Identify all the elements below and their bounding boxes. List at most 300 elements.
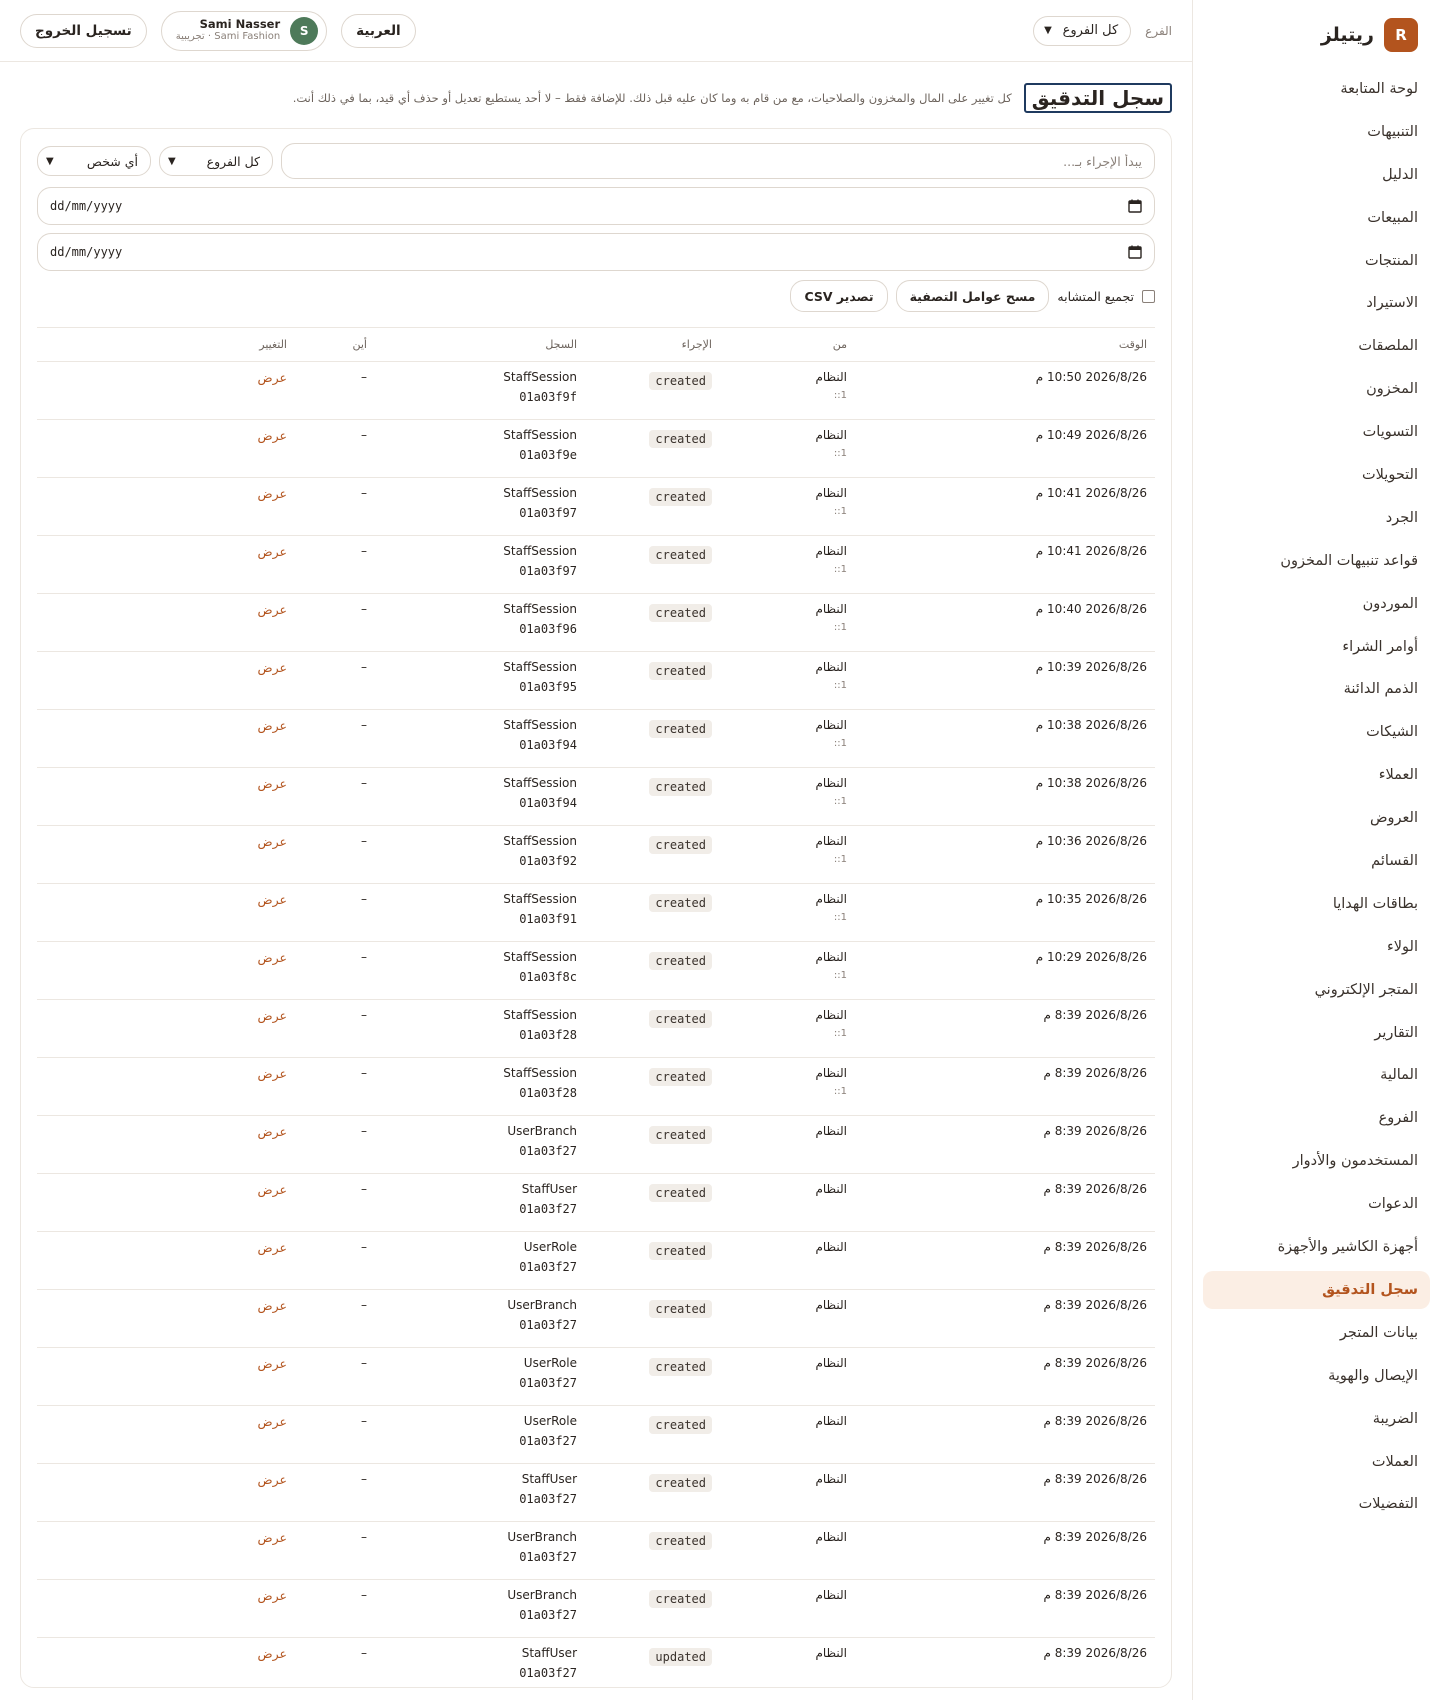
actor-ip: ::1 — [833, 390, 847, 401]
column-header-where: أين — [295, 328, 375, 362]
sidebar-item-catalog[interactable] — [1203, 156, 1430, 194]
time-value: 2026/8/26 10:50 م — [1035, 370, 1147, 384]
cell-where — [295, 710, 375, 768]
sidebar-item-label: العملات — [1371, 1453, 1418, 1470]
action-badge: created — [649, 952, 712, 970]
view-change-link[interactable]: عرض — [257, 1646, 287, 1661]
view-change-link[interactable]: عرض — [257, 834, 287, 849]
sidebar-item-label: سجل التدقيق — [1322, 1281, 1418, 1298]
sidebar-item-label: العملاء — [1378, 767, 1418, 784]
view-change-link[interactable]: عرض — [257, 428, 287, 443]
table-row — [37, 420, 1155, 478]
export-csv-button[interactable]: تصدير CSV — [790, 280, 887, 312]
cell-where — [295, 1580, 375, 1638]
cell-actor — [720, 1232, 855, 1290]
cell-change — [37, 1638, 295, 1689]
sidebar-item-products[interactable] — [1203, 242, 1430, 280]
table-row — [37, 362, 1155, 420]
chevron-down-icon: ▼ — [1044, 25, 1052, 36]
actor-ip: ::1 — [833, 796, 847, 807]
view-change-link[interactable]: عرض — [257, 1298, 287, 1313]
view-change-link[interactable]: عرض — [257, 950, 287, 965]
cell-record — [375, 826, 585, 884]
sidebar-item-stocktake[interactable] — [1203, 499, 1430, 537]
action-badge: created — [649, 778, 712, 796]
actor-name: النظام — [815, 892, 847, 906]
cell-action — [585, 1116, 720, 1174]
where-value: – — [361, 1066, 367, 1080]
column-header-record: السجل — [375, 328, 585, 362]
actor-name: النظام — [815, 1356, 847, 1370]
action-badge: created — [649, 488, 712, 506]
user-name: Sami Nasser — [199, 16, 281, 31]
record-type: StaffSession — [503, 892, 577, 906]
sidebar-item-stock-alert-rules[interactable] — [1203, 542, 1430, 580]
cell-action — [585, 1580, 720, 1638]
person-filter-value: أي شخص — [86, 153, 138, 169]
audit-table — [37, 327, 1155, 1688]
sidebar-item-label: المنتجات — [1364, 252, 1418, 269]
sidebar-item-coupons[interactable] — [1203, 842, 1430, 880]
actor-name: النظام — [815, 1414, 847, 1428]
cell-record — [375, 1116, 585, 1174]
actor-name: النظام — [815, 1008, 847, 1022]
actor-name: النظام — [815, 544, 847, 558]
cell-change — [37, 420, 295, 478]
cell-time — [855, 826, 1155, 884]
group-similar-checkbox[interactable] — [1142, 290, 1155, 303]
cell-record — [375, 1638, 585, 1689]
cell-time — [855, 478, 1155, 536]
record-type: UserBranch — [507, 1588, 577, 1602]
action-badge: created — [649, 1416, 712, 1434]
avatar: S — [290, 17, 318, 45]
actor-name: النظام — [815, 1588, 847, 1602]
actor-name: النظام — [815, 776, 847, 790]
sidebar-item-customers[interactable] — [1203, 756, 1430, 794]
sidebar-item-dashboard[interactable] — [1203, 70, 1430, 108]
branch-select[interactable] — [1033, 16, 1131, 46]
record-id: 01a03f27 — [519, 1318, 577, 1332]
cell-action — [585, 1638, 720, 1689]
view-change-link[interactable]: عرض — [257, 544, 287, 559]
where-value: – — [361, 1298, 367, 1312]
time-value: 2026/8/26 8:39 م — [1043, 1588, 1147, 1602]
action-badge: created — [649, 1300, 712, 1318]
sidebar-item-label: المخزون — [1366, 381, 1418, 398]
action-badge: updated — [649, 1648, 712, 1666]
cell-actor — [720, 1638, 855, 1689]
where-value: – — [361, 1008, 367, 1022]
group-similar-toggle[interactable] — [1057, 289, 1155, 304]
cell-record — [375, 710, 585, 768]
cell-where — [295, 1116, 375, 1174]
actor-ip: ::1 — [833, 564, 847, 575]
cell-time — [855, 1348, 1155, 1406]
cell-change — [37, 362, 295, 420]
cell-where — [295, 478, 375, 536]
where-value: – — [361, 718, 367, 732]
cell-action — [585, 362, 720, 420]
action-badge: created — [649, 836, 712, 854]
sidebar-item-sales[interactable] — [1203, 199, 1430, 237]
cell-record — [375, 536, 585, 594]
actor-name: النظام — [815, 950, 847, 964]
sidebar-item-label: التسويات — [1362, 424, 1418, 441]
sidebar-item-reports[interactable] — [1203, 1014, 1430, 1052]
cell-time — [855, 942, 1155, 1000]
branch-select-value: كل الفروع — [1062, 23, 1119, 38]
cell-time — [855, 884, 1155, 942]
actor-name: النظام — [815, 1182, 847, 1196]
cell-where — [295, 1348, 375, 1406]
where-value: – — [361, 1182, 367, 1196]
sidebar-item-preferences[interactable] — [1203, 1485, 1430, 1523]
record-type: StaffSession — [503, 544, 577, 558]
sidebar-item-label: الجرد — [1385, 509, 1418, 526]
sidebar-item-label: المستخدمون والأدوار — [1292, 1153, 1418, 1170]
calendar-icon[interactable] — [1128, 199, 1142, 213]
cell-record — [375, 1348, 585, 1406]
sidebar-item-invitations[interactable] — [1203, 1185, 1430, 1223]
sidebar-item-import[interactable] — [1203, 284, 1430, 322]
cell-action — [585, 1174, 720, 1232]
cell-record — [375, 1464, 585, 1522]
sidebar-item-label: المتجر الإلكتروني — [1314, 981, 1418, 998]
filters-row — [37, 143, 1155, 179]
cell-action — [585, 1000, 720, 1058]
time-value: 2026/8/26 8:39 م — [1043, 1124, 1147, 1138]
date-to-field[interactable] — [37, 233, 1155, 271]
table-row — [37, 1000, 1155, 1058]
view-change-link[interactable]: عرض — [257, 1008, 287, 1023]
cell-record — [375, 594, 585, 652]
cell-action — [585, 1406, 720, 1464]
view-change-link[interactable]: عرض — [257, 1588, 287, 1603]
cell-change — [37, 1580, 295, 1638]
time-value: 2026/8/26 10:39 م — [1035, 660, 1147, 674]
table-row — [37, 594, 1155, 652]
user-menu[interactable] — [161, 11, 327, 51]
action-badge: created — [649, 720, 712, 738]
sidebar-item-label: التقارير — [1374, 1024, 1418, 1041]
cell-actor — [720, 594, 855, 652]
cell-where — [295, 1000, 375, 1058]
brand[interactable] — [1193, 0, 1440, 70]
cell-where — [295, 1232, 375, 1290]
cell-change — [37, 1000, 295, 1058]
record-id: 01a03f27 — [519, 1666, 577, 1680]
branch-switcher — [1033, 16, 1172, 46]
sidebar-item-label: العروض — [1370, 810, 1418, 827]
sidebar-item-label: أجهزة الكاشير والأجهزة — [1277, 1239, 1418, 1256]
cell-actor — [720, 884, 855, 942]
cell-actor — [720, 1522, 855, 1580]
actor-ip: ::1 — [833, 738, 847, 749]
time-value: 2026/8/26 8:39 م — [1043, 1008, 1147, 1022]
page-header — [20, 82, 1172, 114]
record-id: 01a03f97 — [519, 564, 577, 578]
table-row — [37, 1174, 1155, 1232]
where-value: – — [361, 544, 367, 558]
cell-time — [855, 1522, 1155, 1580]
date-from-field[interactable] — [37, 187, 1155, 225]
cell-action — [585, 1232, 720, 1290]
sidebar-item-label: الذمم الدائنة — [1343, 681, 1418, 698]
sidebar-item-users-roles[interactable] — [1203, 1142, 1430, 1180]
sidebar-item-suppliers[interactable] — [1203, 585, 1430, 623]
action-badge: created — [649, 430, 712, 448]
cell-time — [855, 1174, 1155, 1232]
actor-name: النظام — [815, 834, 847, 848]
topbar-actions — [20, 11, 416, 51]
sidebar-item-loyalty[interactable] — [1203, 928, 1430, 966]
cell-time — [855, 1116, 1155, 1174]
sidebar-item-label: الضريبة — [1372, 1410, 1418, 1427]
branch-filter-value: كل الفروع — [206, 153, 260, 169]
cell-actor — [720, 1116, 855, 1174]
record-type: StaffSession — [503, 1066, 577, 1080]
cell-change — [37, 1058, 295, 1116]
record-id: 01a03f28 — [519, 1028, 577, 1042]
view-change-link[interactable]: عرض — [257, 1414, 287, 1429]
view-change-link[interactable]: عرض — [257, 776, 287, 791]
cell-action — [585, 536, 720, 594]
table-row — [37, 1464, 1155, 1522]
cell-time — [855, 420, 1155, 478]
cell-time — [855, 536, 1155, 594]
record-type: StaffSession — [503, 602, 577, 616]
record-id: 01a03f27 — [519, 1434, 577, 1448]
record-type: StaffSession — [503, 776, 577, 790]
person-filter-select[interactable] — [37, 146, 151, 176]
actor-name: النظام — [815, 660, 847, 674]
sidebar-item-purchase-orders[interactable] — [1203, 628, 1430, 666]
branch-label: الفرع — [1145, 23, 1172, 38]
cell-change — [37, 1464, 295, 1522]
cell-action — [585, 1290, 720, 1348]
calendar-icon[interactable] — [1128, 245, 1142, 259]
cell-change — [37, 1348, 295, 1406]
table-row — [37, 710, 1155, 768]
table-row — [37, 1116, 1155, 1174]
topbar — [0, 0, 1192, 62]
sidebar-item-offers[interactable] — [1203, 799, 1430, 837]
table-row — [37, 478, 1155, 536]
sidebar-item-label: الموردون — [1362, 595, 1418, 612]
view-change-link[interactable]: عرض — [257, 1472, 287, 1487]
cell-time — [855, 1580, 1155, 1638]
cell-change — [37, 1290, 295, 1348]
view-change-link[interactable]: عرض — [257, 1530, 287, 1545]
sidebar-item-adjustments[interactable] — [1203, 413, 1430, 451]
sidebar-item-label: التفضيلات — [1358, 1496, 1418, 1513]
sidebar-item-labels[interactable] — [1203, 327, 1430, 365]
time-value: 2026/8/26 8:39 م — [1043, 1530, 1147, 1544]
view-change-link[interactable]: عرض — [257, 1124, 287, 1139]
cell-actor — [720, 420, 855, 478]
sidebar-item-finance[interactable] — [1203, 1056, 1430, 1094]
cell-where — [295, 1638, 375, 1689]
clear-filters-button[interactable]: مسح عوامل التصفية — [896, 280, 1050, 312]
where-value: – — [361, 1588, 367, 1602]
where-value: – — [361, 1646, 367, 1660]
table-row — [37, 1290, 1155, 1348]
time-value: 2026/8/26 8:39 م — [1043, 1240, 1147, 1254]
actor-name: النظام — [815, 370, 847, 384]
logout-button[interactable]: تسجيل الخروج — [20, 14, 147, 48]
sidebar-item-currencies[interactable] — [1203, 1443, 1430, 1481]
cell-where — [295, 420, 375, 478]
action-badge: created — [649, 1068, 712, 1086]
cell-actor — [720, 826, 855, 884]
cell-actor — [720, 1174, 855, 1232]
cell-action — [585, 884, 720, 942]
view-change-link[interactable]: عرض — [257, 486, 287, 501]
column-header-actor: من — [720, 328, 855, 362]
record-id: 01a03f94 — [519, 738, 577, 752]
sidebar-item-label: الدليل — [1382, 166, 1418, 183]
view-change-link[interactable]: عرض — [257, 1066, 287, 1081]
time-value: 2026/8/26 8:39 م — [1043, 1066, 1147, 1080]
record-id: 01a03f92 — [519, 854, 577, 868]
table-row — [37, 768, 1155, 826]
brand-logo-icon: R — [1384, 18, 1418, 52]
time-value: 2026/8/26 10:49 م — [1035, 428, 1147, 442]
cell-change — [37, 478, 295, 536]
cell-where — [295, 594, 375, 652]
view-change-link[interactable]: عرض — [257, 602, 287, 617]
time-value: 2026/8/26 10:41 م — [1035, 486, 1147, 500]
view-change-link[interactable]: عرض — [257, 718, 287, 733]
view-change-link[interactable]: عرض — [257, 1356, 287, 1371]
cell-time — [855, 1638, 1155, 1689]
cell-action — [585, 942, 720, 1000]
cell-where — [295, 826, 375, 884]
record-type: UserBranch — [507, 1298, 577, 1312]
record-id: 01a03f27 — [519, 1202, 577, 1216]
view-change-link[interactable]: عرض — [257, 660, 287, 675]
cell-where — [295, 1058, 375, 1116]
view-change-link[interactable]: عرض — [257, 892, 287, 907]
sidebar-item-label: المالية — [1380, 1067, 1418, 1084]
record-id: 01a03f27 — [519, 1144, 577, 1158]
where-value: – — [361, 1124, 367, 1138]
brand-name: ريتيلز — [1320, 24, 1374, 46]
action-badge: created — [649, 1474, 712, 1492]
cell-time — [855, 768, 1155, 826]
sidebar-item-label: لوحة المتابعة — [1340, 81, 1418, 97]
action-badge: created — [649, 1242, 712, 1260]
record-id: 01a03f97 — [519, 506, 577, 520]
sidebar-item-label: أوامر الشراء — [1342, 638, 1418, 655]
sidebar-item-audit-log[interactable] — [1203, 1271, 1430, 1309]
where-value: – — [361, 776, 367, 790]
record-id: 01a03f27 — [519, 1260, 577, 1274]
sidebar-item-label: الولاء — [1386, 938, 1418, 955]
record-type: StaffUser — [521, 1472, 577, 1486]
action-badge: created — [649, 604, 712, 622]
cell-change — [37, 652, 295, 710]
sidebar-item-label: الفروع — [1378, 1110, 1418, 1127]
record-type: StaffSession — [503, 1008, 577, 1022]
cell-actor — [720, 710, 855, 768]
date-to-value: dd/mm/yyyy — [50, 245, 123, 259]
cell-change — [37, 826, 295, 884]
sidebar-item-registers-devices[interactable] — [1203, 1228, 1430, 1266]
record-id: 01a03f94 — [519, 796, 577, 810]
time-value: 2026/8/26 10:36 م — [1035, 834, 1147, 848]
sidebar-item-receipt-identity[interactable] — [1203, 1357, 1430, 1395]
actor-name: النظام — [815, 428, 847, 442]
table-row — [37, 826, 1155, 884]
sidebar-item-payables[interactable] — [1203, 670, 1430, 708]
cell-actor — [720, 1348, 855, 1406]
view-change-link[interactable]: عرض — [257, 1240, 287, 1255]
table-row — [37, 1406, 1155, 1464]
cell-record — [375, 362, 585, 420]
language-button[interactable]: العربية — [341, 14, 415, 48]
action-search-input[interactable] — [281, 143, 1155, 179]
sidebar-item-store-data[interactable] — [1203, 1314, 1430, 1352]
actor-name: النظام — [815, 718, 847, 732]
cell-time — [855, 594, 1155, 652]
where-value: – — [361, 834, 367, 848]
cell-record — [375, 942, 585, 1000]
page-description: كل تغيير على المال والمخزون والصلاحيات، مع من قام به وما كان عليه قبل ذلك. للإضافة فقط – لا أحد يستطيع تعديل أو حذف أي قيد، بما في ذلك أنت. — [292, 91, 1012, 105]
user-info — [176, 18, 280, 44]
cell-record — [375, 1522, 585, 1580]
cell-where — [295, 1406, 375, 1464]
view-change-link[interactable]: عرض — [257, 370, 287, 385]
where-value: – — [361, 892, 367, 906]
branch-filter-select[interactable] — [159, 146, 273, 176]
page-title: سجل التدقيق — [1024, 83, 1172, 113]
sidebar-item-label: التحويلات — [1361, 467, 1418, 484]
table-row — [37, 1058, 1155, 1116]
cell-where — [295, 1464, 375, 1522]
sidebar-item-gift-cards[interactable] — [1203, 885, 1430, 923]
record-type: StaffSession — [503, 370, 577, 384]
view-change-link[interactable]: عرض — [257, 1182, 287, 1197]
sidebar-item-branches[interactable] — [1203, 1099, 1430, 1137]
cell-time — [855, 1058, 1155, 1116]
record-id: 01a03f9e — [519, 448, 577, 462]
audit-log-card — [20, 128, 1172, 1688]
where-value: – — [361, 1240, 367, 1254]
record-type: StaffUser — [521, 1182, 577, 1196]
actor-ip: ::1 — [833, 622, 847, 633]
sidebar-item-transfers[interactable] — [1203, 456, 1430, 494]
record-id: 01a03f91 — [519, 912, 577, 926]
sidebar-item-tax[interactable] — [1203, 1400, 1430, 1438]
cell-action — [585, 1464, 720, 1522]
sidebar-item-cheques[interactable] — [1203, 713, 1430, 751]
cell-time — [855, 1290, 1155, 1348]
sidebar-item-alerts[interactable] — [1203, 113, 1430, 151]
sidebar-item-inventory[interactable] — [1203, 370, 1430, 408]
cell-actor — [720, 1580, 855, 1638]
sidebar-item-online-store[interactable] — [1203, 971, 1430, 1009]
cell-change — [37, 1116, 295, 1174]
record-id: 01a03f95 — [519, 680, 577, 694]
sidebar-item-label: الملصقات — [1358, 338, 1418, 355]
cell-change — [37, 710, 295, 768]
cell-time — [855, 710, 1155, 768]
group-similar-label: تجميع المتشابه — [1057, 288, 1134, 304]
cell-record — [375, 1580, 585, 1638]
actor-ip: ::1 — [833, 1086, 847, 1097]
